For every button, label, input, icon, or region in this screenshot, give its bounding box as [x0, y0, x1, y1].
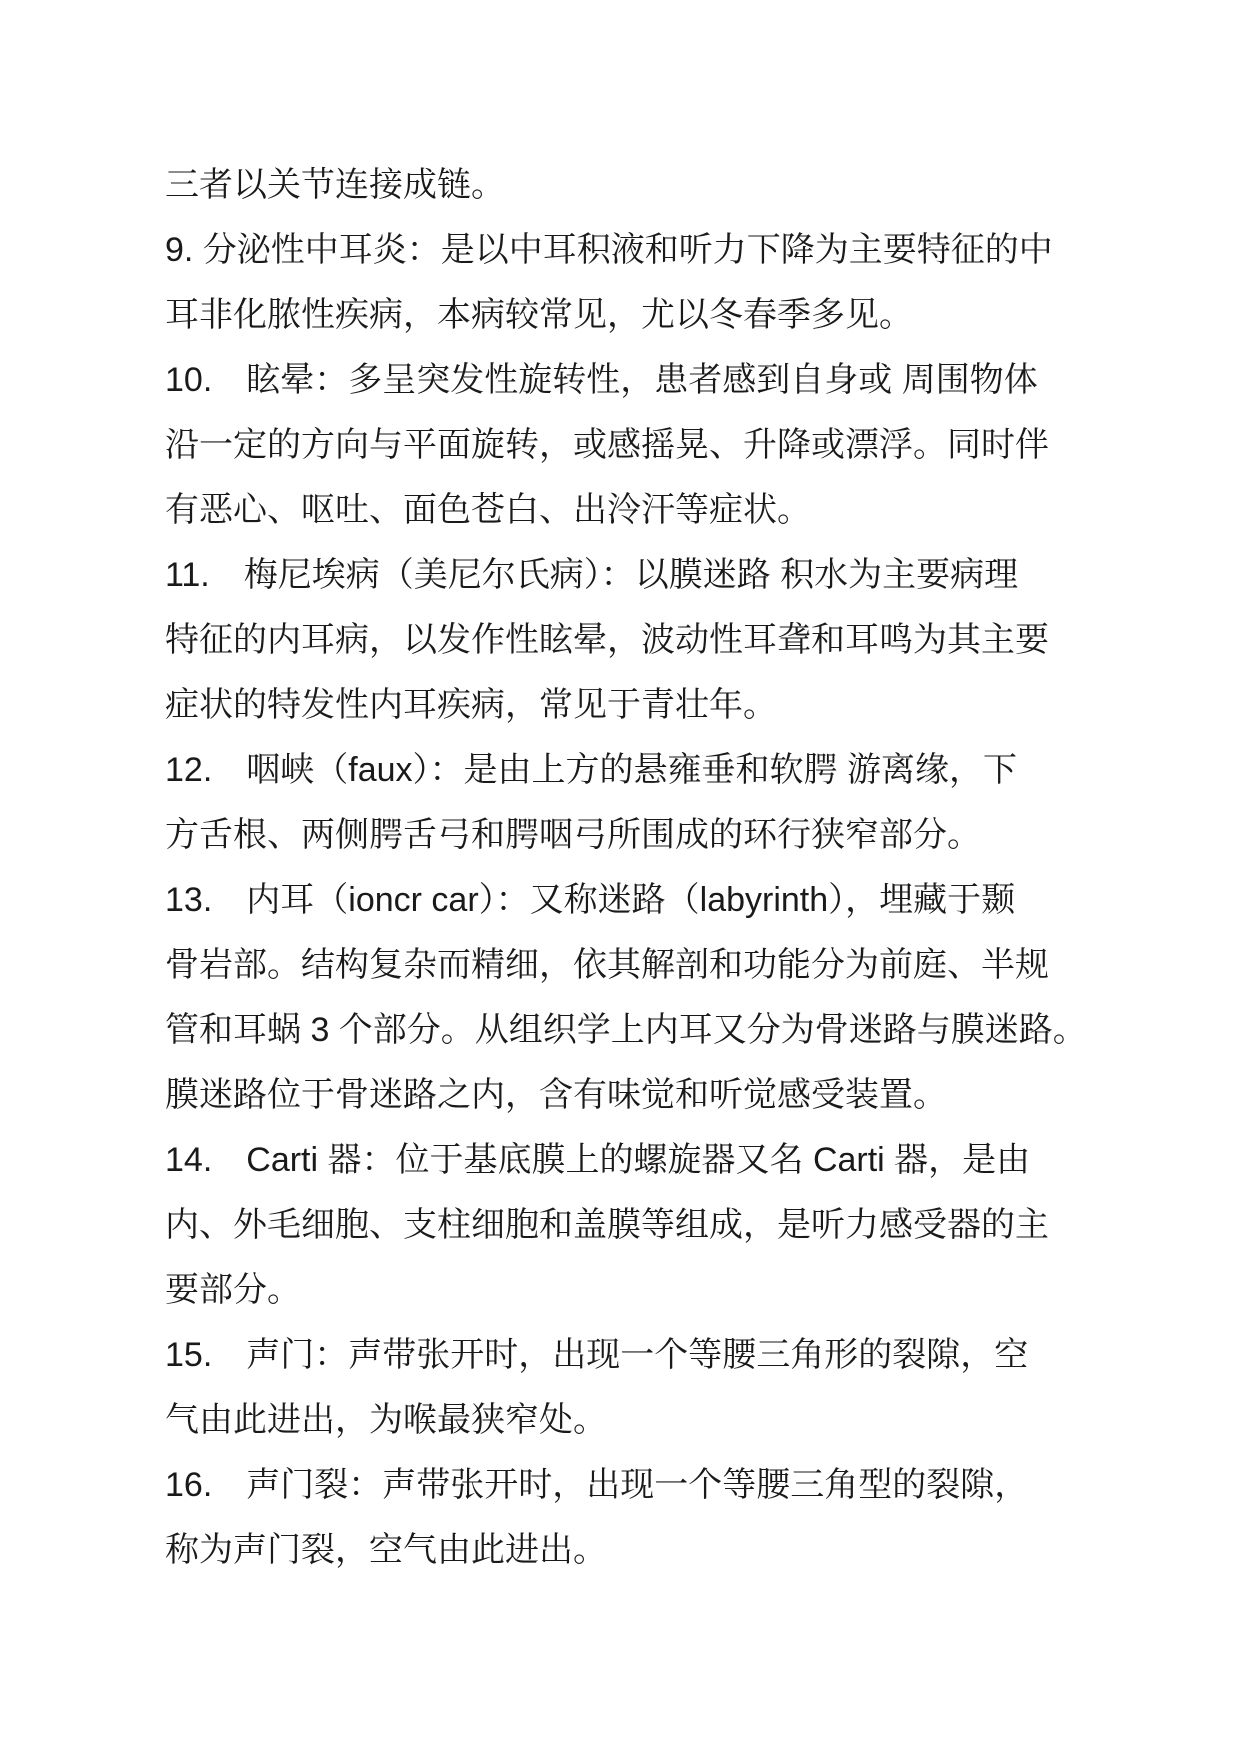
text-line: 要部分。	[165, 1271, 301, 1309]
text-line: 膜迷路位于骨迷路之内，含有味觉和听觉感受装置。	[165, 1076, 947, 1114]
text-line: 11. 梅尼埃病（美尼尔氏病）：以膜迷路 积水为主要病理	[165, 556, 1019, 594]
text-line: 称为声门裂，空气由此进出。	[165, 1531, 607, 1569]
text-line: 症状的特发性内耳疾病，常见于青壮年。	[165, 686, 777, 724]
text-line: 气由此进出，为喉最狭窄处。	[165, 1401, 607, 1439]
text-line: 15. 声门：声带张开时，出现一个等腰三角形的裂隙，空	[165, 1336, 1029, 1374]
text-line: 9. 分泌性中耳炎：是以中耳积液和听力下降为主要特征的中	[165, 231, 1053, 269]
text-line: 管和耳蜗 3 个部分。从组织学上内耳又分为骨迷路与膜迷路。	[165, 1011, 1087, 1049]
text-line: 方舌根、两侧腭舌弓和腭咽弓所围成的环行狭窄部分。	[165, 816, 981, 854]
text-line: 沿一定的方向与平面旋转，或感摇晃、升降或漂浮。同时伴	[165, 426, 1049, 464]
text-line: 12. 咽峡（faux）：是由上方的悬雍垂和软腭 游离缘，下	[165, 751, 1017, 789]
text-line: 13. 内耳（ioncr car）：又称迷路（labyrinth），埋藏于颞	[165, 881, 1016, 919]
text-line: 特征的内耳病，以发作性眩晕，波动性耳聋和耳鸣为其主要	[165, 621, 1049, 659]
text-line: 耳非化脓性疾病，本病较常见，尤以冬春季多见。	[165, 296, 913, 334]
text-line: 有恶心、呕吐、面色苍白、出泠汗等症状。	[165, 491, 811, 529]
text-line: 三者以关节连接成链。	[165, 166, 505, 204]
text-line: 内、外毛细胞、支柱细胞和盖膜等组成，是听力感受器的主	[165, 1206, 1049, 1244]
text-line: 14. Carti 器：位于基底膜上的螺旋器又名 Carti 器，是由	[165, 1141, 1031, 1179]
text-line: 10. 眩晕：多呈突发性旋转性，患者感到自身或 周围物体	[165, 361, 1038, 399]
document-text-block	[165, 153, 1095, 1583]
text-line: 16. 声门裂：声带张开时，出现一个等腰三角型的裂隙，	[165, 1466, 1029, 1504]
text-line: 骨岩部。结构复杂而精细，依其解剖和功能分为前庭、半规	[165, 946, 1049, 984]
